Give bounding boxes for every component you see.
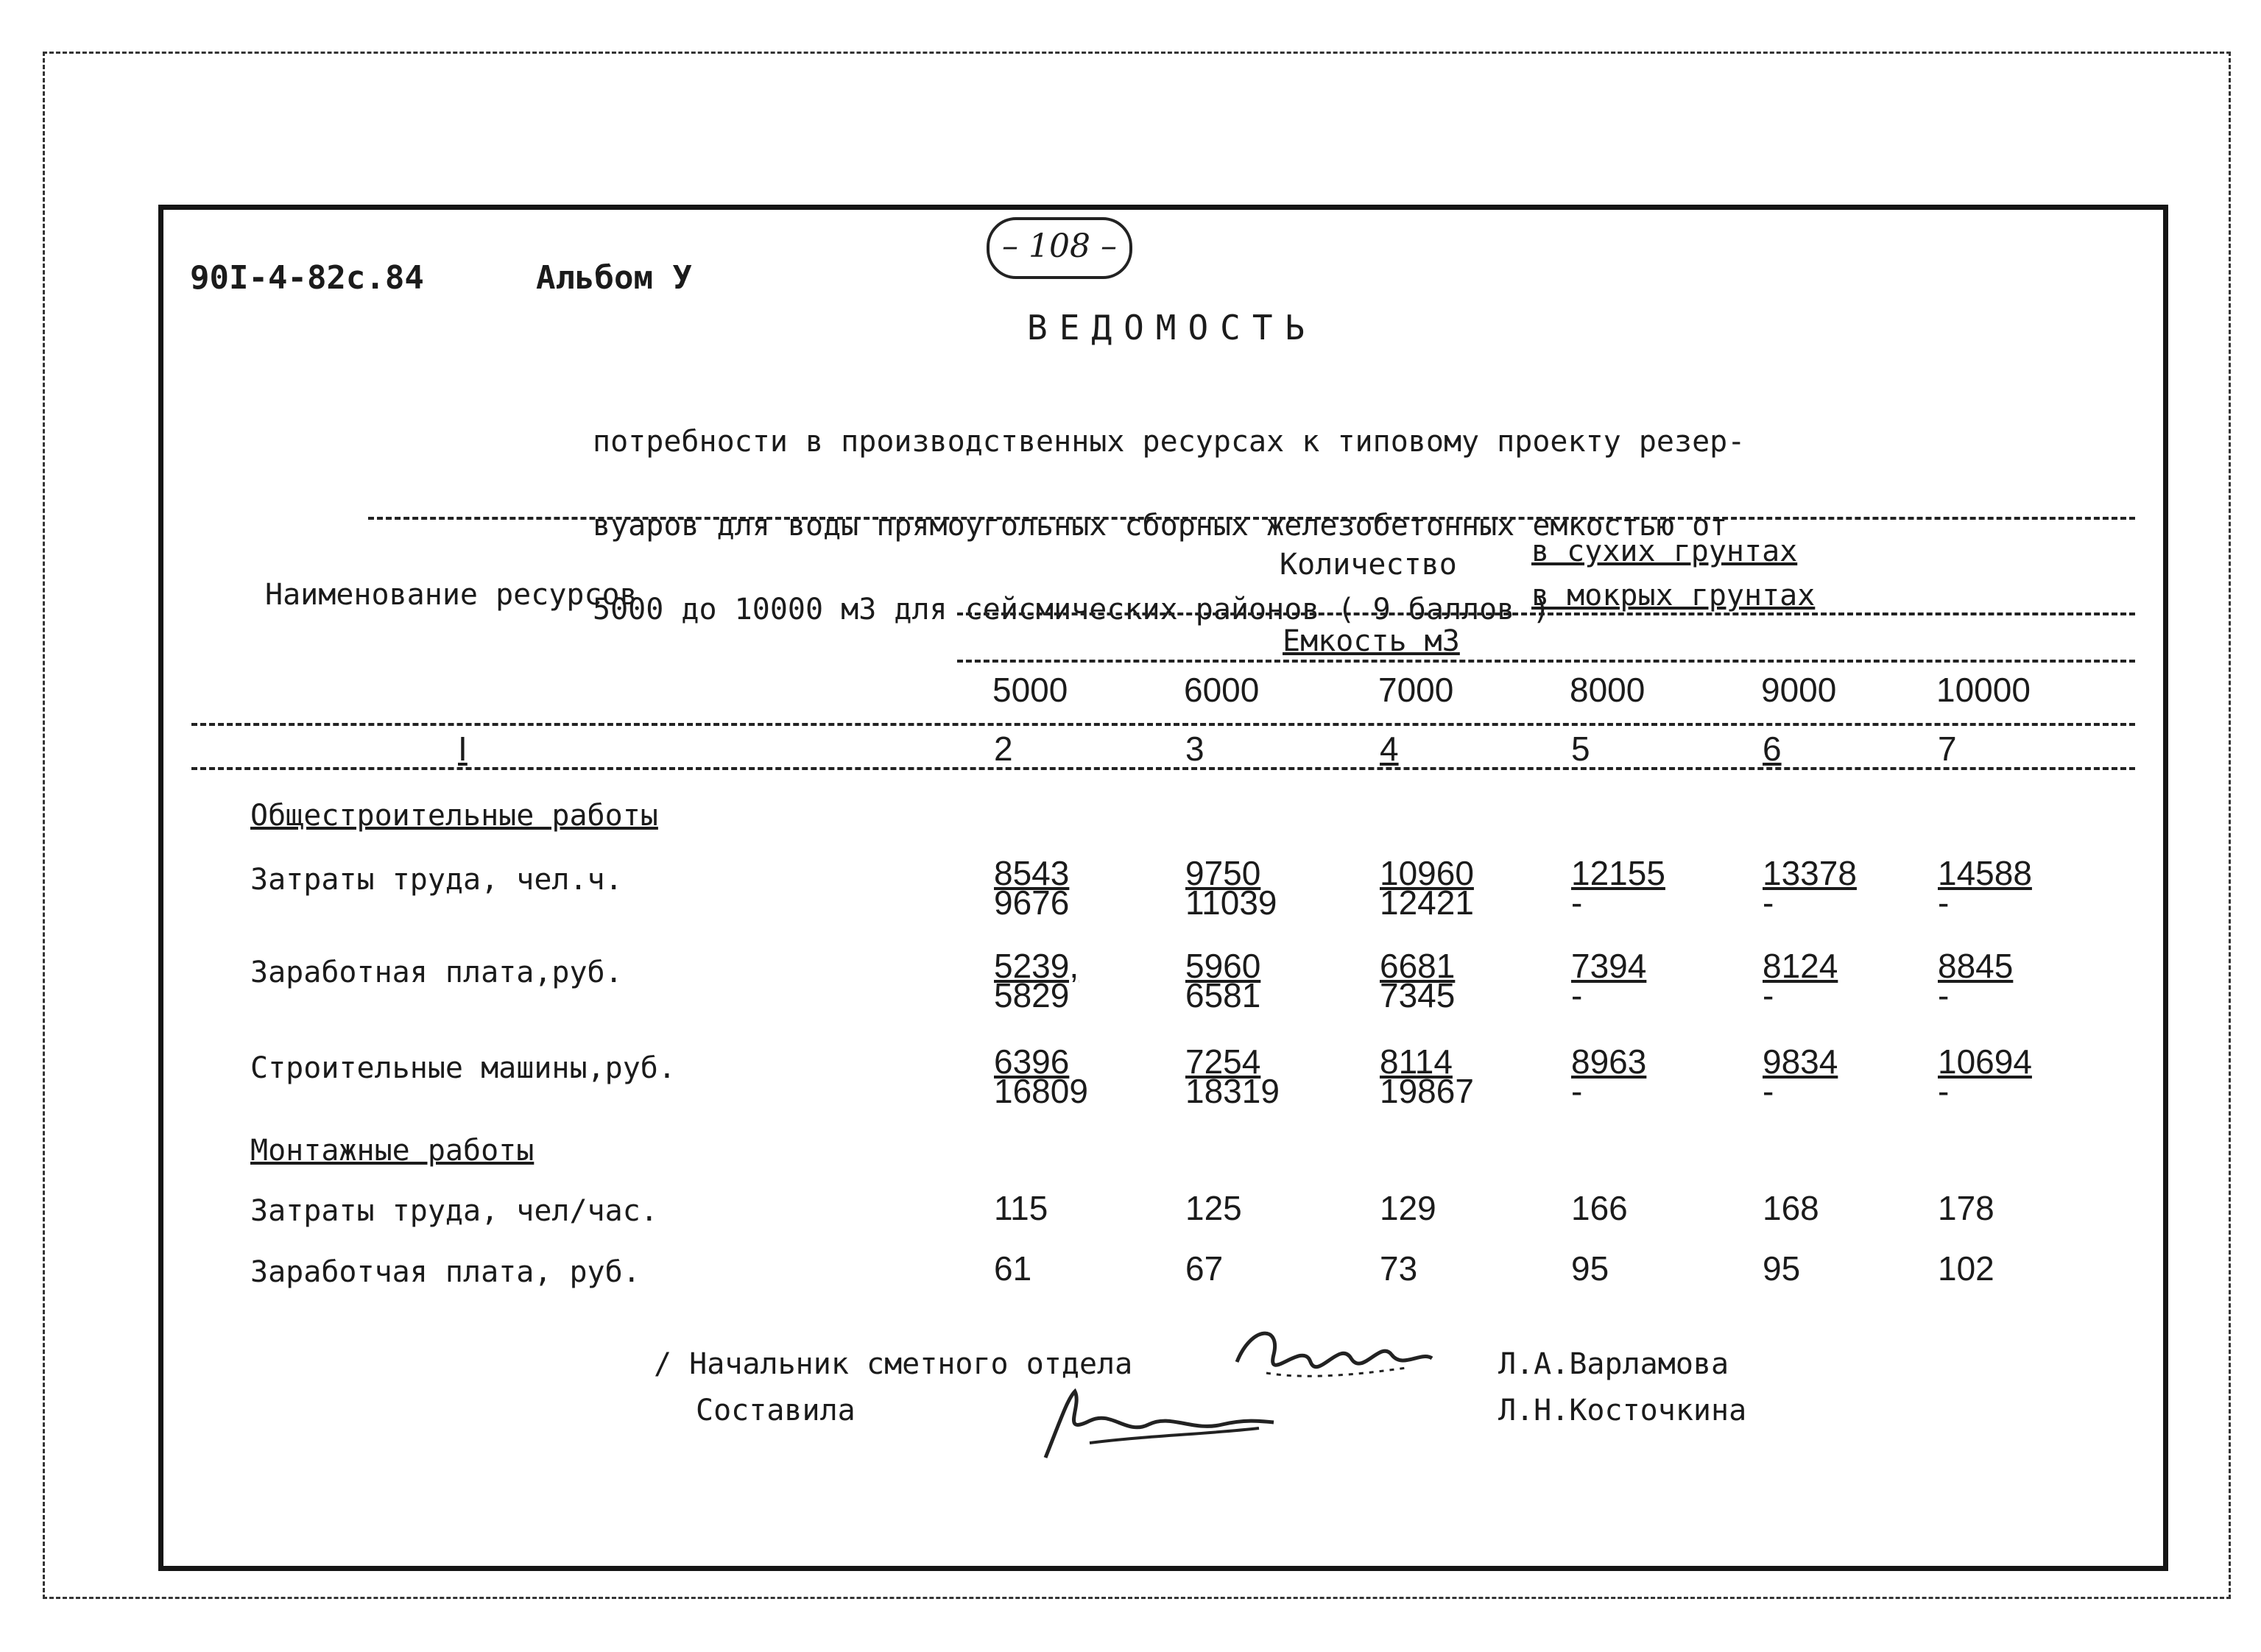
table-cell: 125 — [1185, 1189, 1242, 1227]
table-cell — [1571, 854, 1665, 922]
column-number: 6 — [1763, 730, 1782, 768]
header-rule-4 — [191, 767, 2135, 770]
table-cell — [1763, 947, 1838, 1014]
column-number: 4 — [1380, 730, 1399, 768]
table-cell — [1380, 854, 1474, 922]
head-of-department-name: Л.А.Варламова — [1498, 1347, 1729, 1381]
column-number: 3 — [1185, 730, 1204, 768]
value-dry-soils: 5960 — [1185, 947, 1261, 985]
value-dry-soils: 13378 — [1763, 854, 1857, 892]
capacity-8000: 8000 — [1570, 671, 1646, 709]
table-cell — [1571, 1042, 1647, 1110]
table-cell: 95 — [1763, 1249, 1801, 1288]
column-number: I — [458, 730, 468, 768]
compiled-by-title: Составила — [696, 1394, 856, 1427]
section-title: Общестроительные работы — [250, 799, 658, 833]
value-wet-soils: - — [1938, 976, 1950, 1014]
row-label: Затраты труда, чел.ч. — [250, 863, 623, 897]
table-cell: 95 — [1571, 1249, 1609, 1288]
table-cell — [1938, 854, 2032, 922]
row-label: Затраты труда, чел/час. — [250, 1194, 658, 1228]
section-title: Монтажные работы — [250, 1134, 535, 1168]
value-dry-soils: 7254 — [1185, 1042, 1261, 1081]
value-dry-soils: 7394 — [1571, 947, 1647, 985]
value-dry-soils: 10960 — [1380, 854, 1474, 892]
table-cell — [994, 1042, 1088, 1110]
value-wet-soils: - — [1571, 976, 1583, 1014]
table-cell — [1185, 1042, 1280, 1110]
value-wet-soils: 5829 — [994, 976, 1070, 1014]
table-cell — [1380, 1042, 1474, 1110]
value-wet-soils: 9676 — [994, 883, 1070, 922]
table-cell: 67 — [1185, 1249, 1224, 1288]
value-wet-soils: 18319 — [1185, 1072, 1280, 1110]
table-cell: 178 — [1938, 1189, 1994, 1227]
table-cell: 166 — [1571, 1189, 1628, 1227]
header-rule-2 — [957, 660, 2135, 663]
row-label: Заработчая плата, руб. — [250, 1255, 641, 1289]
table-cell — [1185, 947, 1261, 1014]
compiled-by-name: Л.Н.Косточкина — [1498, 1394, 1747, 1427]
table-cell: 129 — [1380, 1189, 1436, 1227]
table-cell: 115 — [994, 1189, 1048, 1227]
header-rule-3 — [191, 723, 2135, 726]
header-rule-1 — [957, 613, 2135, 615]
legend-wet-soils: в мокрых грунтах — [1531, 579, 1816, 613]
value-dry-soils: 10694 — [1938, 1042, 2032, 1081]
value-wet-soils: - — [1763, 883, 1774, 922]
quantity-header: Количество — [1280, 548, 1457, 582]
value-wet-soils: 12421 — [1380, 883, 1474, 922]
value-wet-soils: - — [1763, 1072, 1774, 1110]
capacity-10000: 10000 — [1936, 671, 2031, 709]
value-dry-soils: 6396 — [994, 1042, 1070, 1081]
subtitle-line: вуаров для воды прямоугольных сборных железобетонных емкостью от — [593, 509, 1728, 543]
column-number: 5 — [1571, 730, 1590, 768]
resource-column-header: Наименование ресурсов — [265, 578, 638, 612]
value-wet-soils: 6581 — [1185, 976, 1261, 1014]
value-dry-soils: 8543 — [994, 854, 1070, 892]
value-dry-soils: 6681 — [1380, 947, 1456, 985]
value-dry-soils: 12155 — [1571, 854, 1665, 892]
legend-dry-soils: в сухих грунтах — [1531, 534, 1798, 568]
table-cell — [1763, 854, 1857, 922]
table-cell: 168 — [1763, 1189, 1819, 1227]
value-wet-soils: - — [1763, 976, 1774, 1014]
value-wet-soils: 19867 — [1380, 1072, 1474, 1110]
handwritten-signature-compiled — [1031, 1377, 1281, 1465]
value-dry-soils: 9834 — [1763, 1042, 1838, 1081]
table-cell — [1938, 1042, 2032, 1110]
value-dry-soils: 8845 — [1938, 947, 2014, 985]
table-cell — [1185, 854, 1277, 922]
value-wet-soils: - — [1938, 883, 1950, 922]
column-number: 7 — [1938, 730, 1957, 768]
table-cell — [1571, 947, 1647, 1014]
table-top-rule — [368, 517, 2135, 520]
value-dry-soils: 14588 — [1938, 854, 2032, 892]
table-cell: 102 — [1938, 1249, 1994, 1288]
row-label: Строительные машины,руб. — [250, 1051, 676, 1085]
subtitle-line: 5000 до 10000 м3 для сейсмических районов ( 9 баллов ) — [593, 593, 1551, 626]
capacity-6000: 6000 — [1184, 671, 1260, 709]
capacity-7000: 7000 — [1378, 671, 1454, 709]
value-wet-soils: 7345 — [1380, 976, 1456, 1014]
row-label: Заработная плата,руб. — [250, 956, 623, 989]
table-cell: 73 — [1380, 1249, 1418, 1288]
value-dry-soils: 8114 — [1380, 1042, 1453, 1081]
value-dry-soils: 5239, — [994, 947, 1079, 985]
subtitle-line: потребности в производственных ресурсах к типовому проекту резер- — [593, 425, 1746, 459]
page-number: – 108 – — [987, 217, 1132, 279]
table-cell: 61 — [994, 1249, 1032, 1288]
head-of-department-title: / Начальник сметного отдела — [654, 1347, 1133, 1381]
value-wet-soils: - — [1571, 883, 1583, 922]
value-dry-soils: 8124 — [1763, 947, 1838, 985]
value-dry-soils: 9750 — [1185, 854, 1261, 892]
table-cell — [1938, 947, 2014, 1014]
table-cell — [994, 854, 1070, 922]
capacity-9000: 9000 — [1761, 671, 1837, 709]
album-label: Альбом У — [536, 259, 692, 297]
column-number: 2 — [994, 730, 1013, 768]
value-wet-soils: 11039 — [1185, 883, 1277, 922]
table-cell — [1380, 947, 1456, 1014]
doc-code: 90I-4-82с.84 — [190, 259, 424, 297]
value-wet-soils: - — [1938, 1072, 1950, 1110]
capacity-header: Емкость м3 — [1283, 624, 1460, 658]
document-title: ВЕДОМОСТЬ — [1027, 308, 1317, 347]
value-wet-soils: 16809 — [994, 1072, 1088, 1110]
capacity-5000: 5000 — [992, 671, 1068, 709]
value-dry-soils: 8963 — [1571, 1042, 1647, 1081]
value-wet-soils: - — [1571, 1072, 1583, 1110]
table-cell — [994, 947, 1079, 1014]
table-cell — [1763, 1042, 1838, 1110]
